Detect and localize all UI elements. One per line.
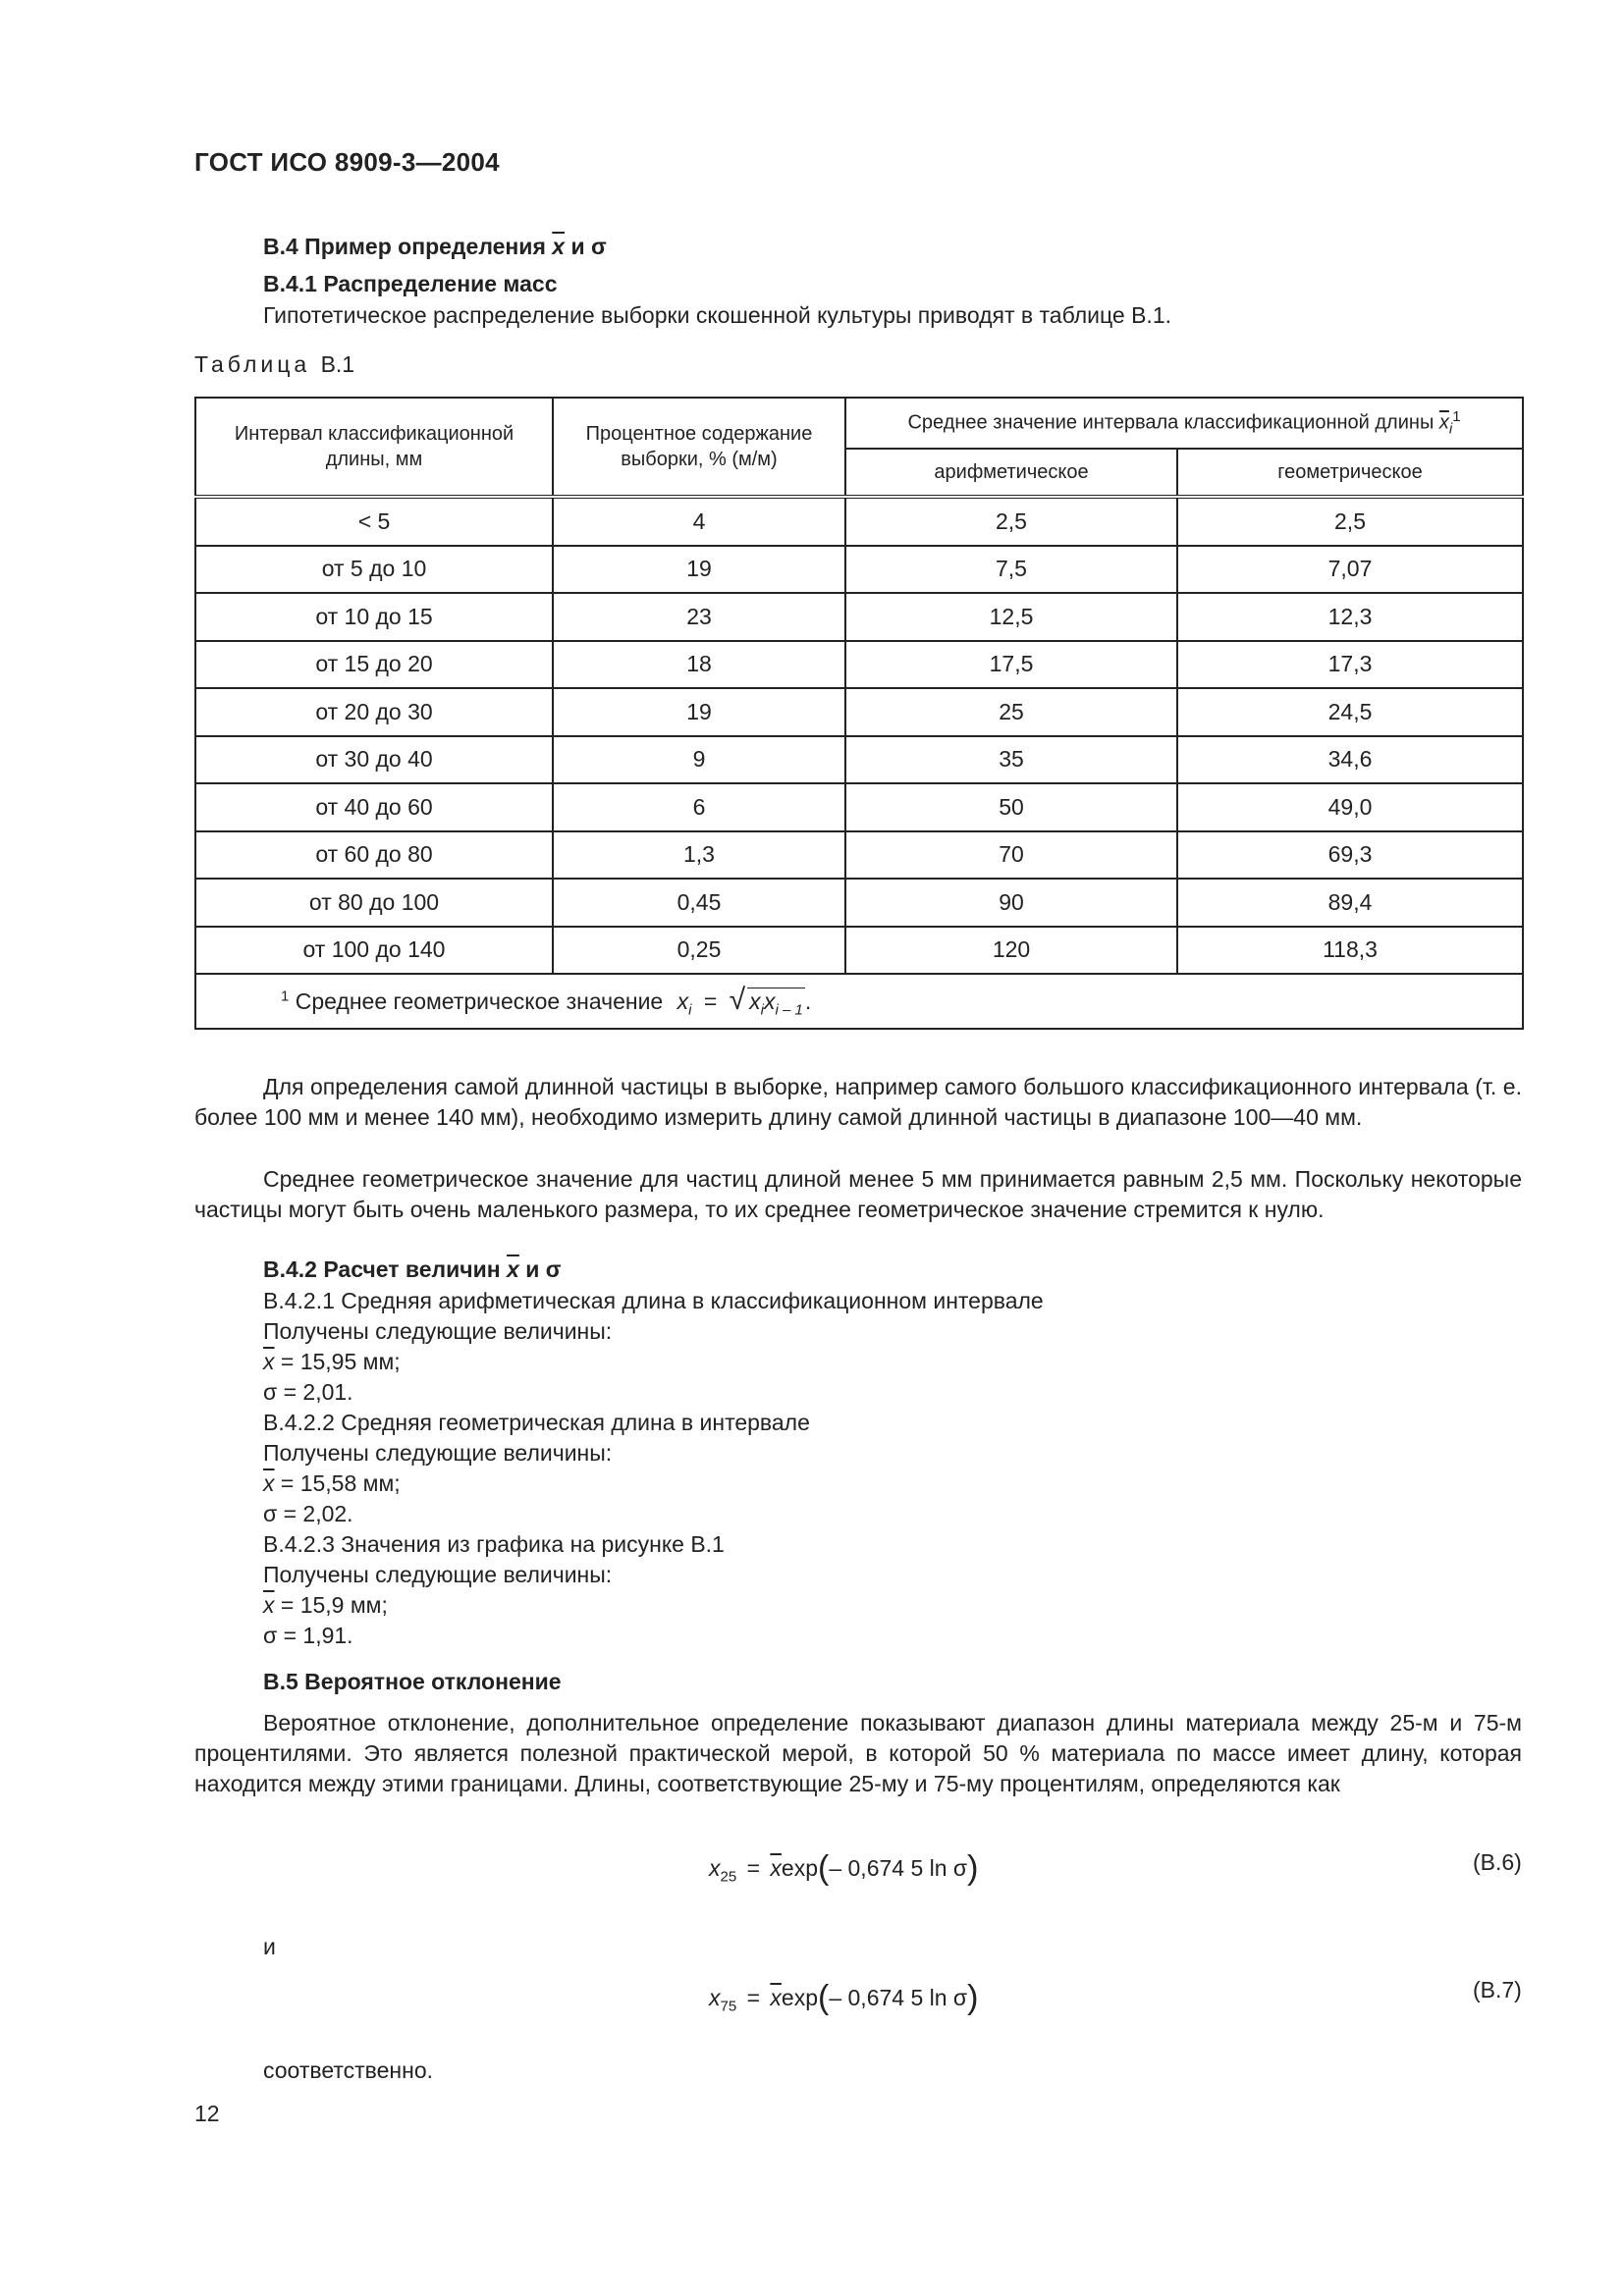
cell-arith: 90 <box>845 879 1177 927</box>
x-value-3: $\overline{x} = 15,9$ мм; <box>263 1592 388 1618</box>
section-b42-heading: В.4.2 Расчет величин $\overline{x}$ и σ <box>263 1256 562 1282</box>
respectively-text: соответственно. <box>263 2057 434 2083</box>
table-row <box>195 831 1523 880</box>
section-b41-text: Гипотетическое распределение выборки скошенной культуры приводят в таблице В.1. <box>263 302 1172 328</box>
cell-percent: 4 <box>553 497 845 546</box>
cell-arith: 50 <box>845 783 1177 831</box>
cell-interval: от 10 до 15 <box>195 593 553 641</box>
table-caption-word: Таблица <box>194 351 311 377</box>
table-caption-number: В.1 <box>320 351 355 377</box>
cell-arith: 17,5 <box>845 641 1177 689</box>
table-row <box>195 783 1523 831</box>
cell-arith: 35 <box>845 736 1177 784</box>
sigma-value-2: σ = 2,02. <box>263 1501 353 1526</box>
section-b5-text: Вероятное отклонение, дополнительное определение показывают диапазон длины материала между 25-м и 75-м процентилями. Это является полезной практической мерой, в которой 50 % материала по массе имеет длину, которая находится между этими границами. Длины, соответствующие 25-му и 75-му процентилям, определяются как <box>194 1710 1522 1796</box>
cell-interval: от 40 до 60 <box>195 783 553 831</box>
and-text: и <box>263 1934 276 1959</box>
section-b422: В.4.2.2 Средняя геометрическая длина в интервале <box>263 1410 810 1435</box>
table-row <box>195 593 1523 641</box>
table-row <box>195 736 1523 784</box>
cell-geom: 89,4 <box>1177 879 1523 927</box>
cell-percent: 23 <box>553 593 845 641</box>
distribution-table <box>194 397 1524 1030</box>
cell-geom: 24,5 <box>1177 688 1523 736</box>
cell-interval: от 30 до 40 <box>195 736 553 784</box>
col-percent-header: Процентное содержание выборки, % (м/м) <box>553 398 845 497</box>
cell-percent: 0,45 <box>553 879 845 927</box>
cell-arith: 70 <box>845 831 1177 880</box>
sigma-value-1: σ = 2,01. <box>263 1379 353 1405</box>
section-b5-heading: В.5 Вероятное отклонение <box>263 1669 562 1694</box>
cell-geom: 17,3 <box>1177 641 1523 689</box>
cell-percent: 18 <box>553 641 845 689</box>
equation-number-b6: (В.6) <box>1473 1849 1522 1875</box>
cell-geom: 12,3 <box>1177 593 1523 641</box>
cell-percent: 19 <box>553 546 845 594</box>
col-interval-header: Интервал классификационной длины, мм <box>195 398 553 497</box>
cell-geom: 118,3 <box>1177 927 1523 975</box>
sigma-value-3: σ = 1,91. <box>263 1623 353 1648</box>
cell-arith: 25 <box>845 688 1177 736</box>
cell-interval: от 20 до 30 <box>195 688 553 736</box>
cell-arith: 2,5 <box>845 497 1177 546</box>
cell-geom: 49,0 <box>1177 783 1523 831</box>
cell-percent: 19 <box>553 688 845 736</box>
col-geom-header: геометрическое <box>1177 449 1523 497</box>
cell-interval: от 60 до 80 <box>195 831 553 880</box>
x-value-2: $\overline{x} = 15,58$ мм; <box>263 1470 401 1496</box>
section-b4-heading <box>263 234 607 260</box>
x-bar-symbol: $\overline{x}$ <box>552 234 566 259</box>
cell-geom: 34,6 <box>1177 736 1523 784</box>
x-value-1: $\overline{x} = 15,95$ мм; <box>263 1349 401 1374</box>
cell-interval: < 5 <box>195 497 553 546</box>
cell-percent: 0,25 <box>553 927 845 975</box>
section-b423: В.4.2.3 Значения из графика на рисунке В.1 <box>263 1531 725 1557</box>
table-row <box>195 497 1523 546</box>
cell-interval: от 15 до 20 <box>195 641 553 689</box>
section-b41-heading: В.4.1 Распределение масс <box>263 271 558 296</box>
x-bar-symbol: $\overline{x}$ <box>507 1256 519 1282</box>
cell-geom: 69,3 <box>1177 831 1523 880</box>
sigma-symbol: σ <box>590 234 607 259</box>
table-row <box>195 546 1523 594</box>
table-row <box>195 879 1523 927</box>
table-row <box>195 641 1523 689</box>
document-header: ГОСТ ИСО 8909-3—2004 <box>194 147 500 177</box>
got-values-3: Получены следующие величины: <box>263 1562 613 1587</box>
table-footnote: $^1$ Среднее геометрическое значение $x_i$ = √ $x_ix_{i - 1}$. <box>195 974 1523 1029</box>
table-row <box>195 688 1523 736</box>
cell-interval: от 100 до 140 <box>195 927 553 975</box>
cell-arith: 7,5 <box>845 546 1177 594</box>
col-arith-header: арифметическое <box>845 449 1177 497</box>
section-b4-heading-text: В.4 Пример определения <box>263 234 546 259</box>
cell-arith: 120 <box>845 927 1177 975</box>
cell-arith: 12,5 <box>845 593 1177 641</box>
got-values-2: Получены следующие величины: <box>263 1440 613 1466</box>
paragraph-longest-particle: Для определения самой длинной частицы в выборке, например самого большого классификационного интервала (т. е. более 100 мм и менее 140 мм), необходимо измерить длину самой длинной частицы в диапазоне 100—40 мм. <box>194 1074 1522 1130</box>
formula-b7: $x_{75} = \overline{x}\exp(-$ 0,674 5 ln σ) <box>709 1979 979 2016</box>
equation-number-b7: (В.7) <box>1473 1977 1522 2002</box>
table-row <box>195 927 1523 975</box>
got-values-1: Получены следующие величины: <box>263 1318 613 1344</box>
cell-percent: 1,3 <box>553 831 845 880</box>
cell-percent: 6 <box>553 783 845 831</box>
formula-b6: $x_{25} = \overline{x}\exp(-$ 0,674 5 ln σ) <box>709 1849 979 1887</box>
cell-interval: от 5 до 10 <box>195 546 553 594</box>
section-b421: В.4.2.1 Средняя арифметическая длина в классификационном интервале <box>263 1288 1044 1313</box>
and-word: и <box>570 234 585 259</box>
col-group-header: Среднее значение интервала классификационной длины $\overline{x}_i^1$ <box>845 398 1523 449</box>
page-number: 12 <box>194 2101 220 2126</box>
cell-geom: 7,07 <box>1177 546 1523 594</box>
paragraph-geometric-mean: Среднее геометрическое значение для частиц длиной менее 5 мм принимается равным 2,5 мм. Поскольку некоторые частицы могут быть очень маленького размера, то их среднее геометрическое значение стремится к нулю. <box>194 1166 1522 1222</box>
cell-geom: 2,5 <box>1177 497 1523 546</box>
cell-percent: 9 <box>553 736 845 784</box>
table-caption <box>194 351 354 378</box>
cell-interval: от 80 до 100 <box>195 879 553 927</box>
